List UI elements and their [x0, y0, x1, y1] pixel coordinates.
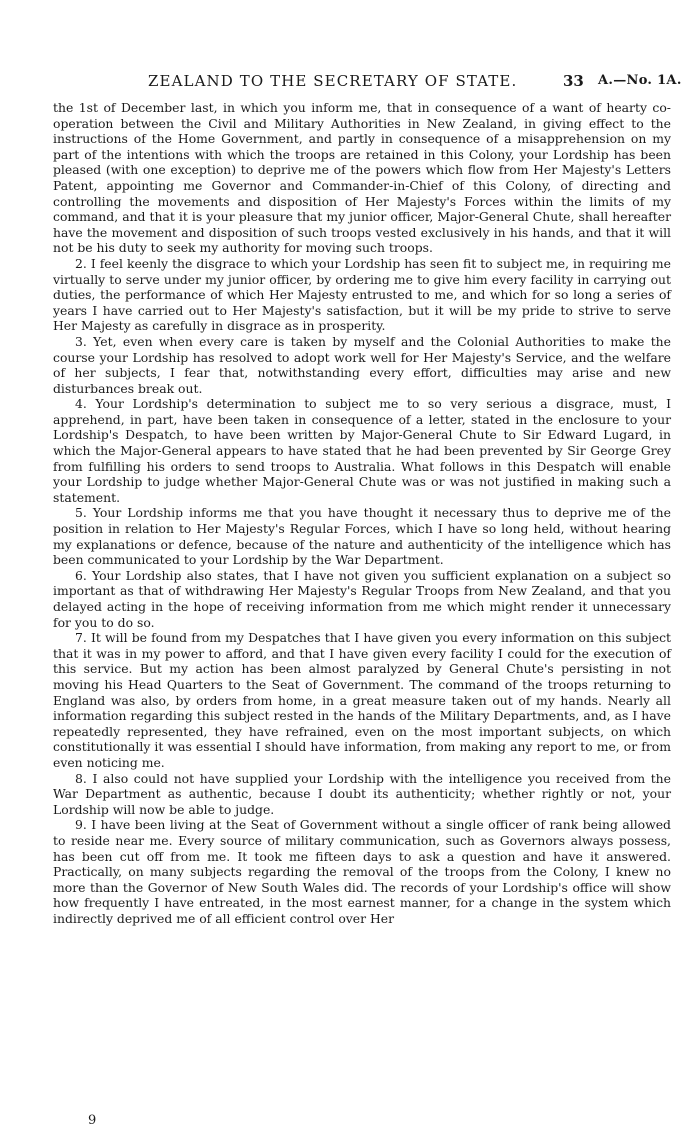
printer-signature-mark: 9	[88, 1113, 97, 1128]
paragraph-7: 7. It will be found from my Despatches that I have given you every information on this subject that it was in my power to afford, and that I have given every facility I could for the execution of this service. But my action has been almost paralyzed by General Chute's persisting in not moving his Head Quarters to the Seat of Government. The command of the troops returning to England was also, by orders from home, in a great measure taken out of my hands. Nearly all information regarding this subject rested in the hands of the Military Departments, and, as I have repeatedly represented, they have refrained, even on the most important subjects, on which constitutionally it was essential I should have information, from making any report to me, or from even noticing me.	[53, 630, 671, 770]
paragraph-9: 9. I have been living at the Seat of Government without a single officer of rank being allowed to reside near me. Every source of military communication, such as Governors always possess, has been cut off from me. It took me fifteen days to ask a question and have it answered. Practically, on many subjects regarding the removal of the troops from the Colony, I knew no more than the Governor of New South Wales did. The records of your Lordship's office will show how frequently I have entreated, in the most earnest manner, for a change in the system which indirectly deprived me of all efficient control over Her	[53, 817, 671, 926]
paragraph-3: 3. Yet, even when every care is taken by myself and the Colonial Authorities to make the course your Lordship has resolved to adopt work well for Her Majesty's Service, and the welfare of her subjects, I fear that, notwithstanding every effort, difficulties may arise and new disturbances break out.	[53, 333, 671, 396]
page-header	[0, 72, 700, 96]
paragraph-5: 5. Your Lordship informs me that you have thought it necessary thus to deprive me of the position in relation to Her Majesty's Regular Forces, which I have so long held, without hearing my explanations or defence, because of the nature and authenticity of the intelligence which has been communicated to your Lordship by the War Department.	[53, 505, 671, 568]
paragraph-2: 2. I feel keenly the disgrace to which your Lordship has seen fit to subject me, in requiring me virtually to serve under my junior officer, by ordering me to give him every facility in carrying out duties, the performance of which Her Majesty entrusted to me, and which for so long a series of years I have carried out to Her Majesty's satisfaction, but it will be my pride to strive to serve Her Majesty as carefully in disgrace as in prosperity.	[53, 255, 671, 334]
paragraph-8: 8. I also could not have supplied your Lordship with the intelligence you received from the War Department as authentic, because I doubt its authenticity; whether rightly or not, your Lordship will now be able to judge.	[53, 770, 671, 817]
page-number: 33	[563, 72, 584, 90]
paragraph-6: 6. Your Lordship also states, that I have not given you sufficient explanation on a subject so important as that of withdrawing Her Majesty's Regular Troops from New Zealand, and that you delayed acting in the hope of receiving information from me which might render it unnecessary for you to do so.	[53, 567, 671, 630]
document-body	[53, 100, 671, 926]
document-reference: A.—No. 1A.	[598, 73, 682, 88]
paragraph-continuation: the 1st of December last, in which you inform me, that in consequence of a want of hearty co-operation between the Civil and Military Authorities in New Zealand, in giving effect to the instructions of the Home Government, and partly in consequence of a misapprehension on my part of the intentions with which the troops are retained in this Colony, your Lordship has been pleased (with one exception) to deprive me of the powers which flow from Her Majesty's Letters Patent, appointing me Governor and Commander-in-Chief of this Colony, of directing and controlling the movements and disposition of Her Majesty's Forces within the limits of my command, and that it is your pleasure that my junior officer, Major-General Chute, shall hereafter have the movement and disposition of such troops vested exclusively in his hands, and that it will not be his duty to seek my authority for moving such troops.	[53, 100, 671, 256]
paragraph-4: 4. Your Lordship's determination to subject me to so very serious a disgrace, must, I apprehend, in part, have been taken in consequence of a letter, stated in the enclosure to your Lordship's Despatch, to have been written by Major-General Chute to Sir Edward Lugard, in which the Major-General appears to have stated that he had been prevented by Sir George Grey from fulfilling his orders to send troops to Australia. What follows in this Despatch will enable your Lordship to judge whether Major-General Chute was or was not justified in making such a statement.	[53, 396, 671, 505]
running-title: ZEALAND TO THE SECRETARY OF STATE.	[148, 72, 518, 90]
